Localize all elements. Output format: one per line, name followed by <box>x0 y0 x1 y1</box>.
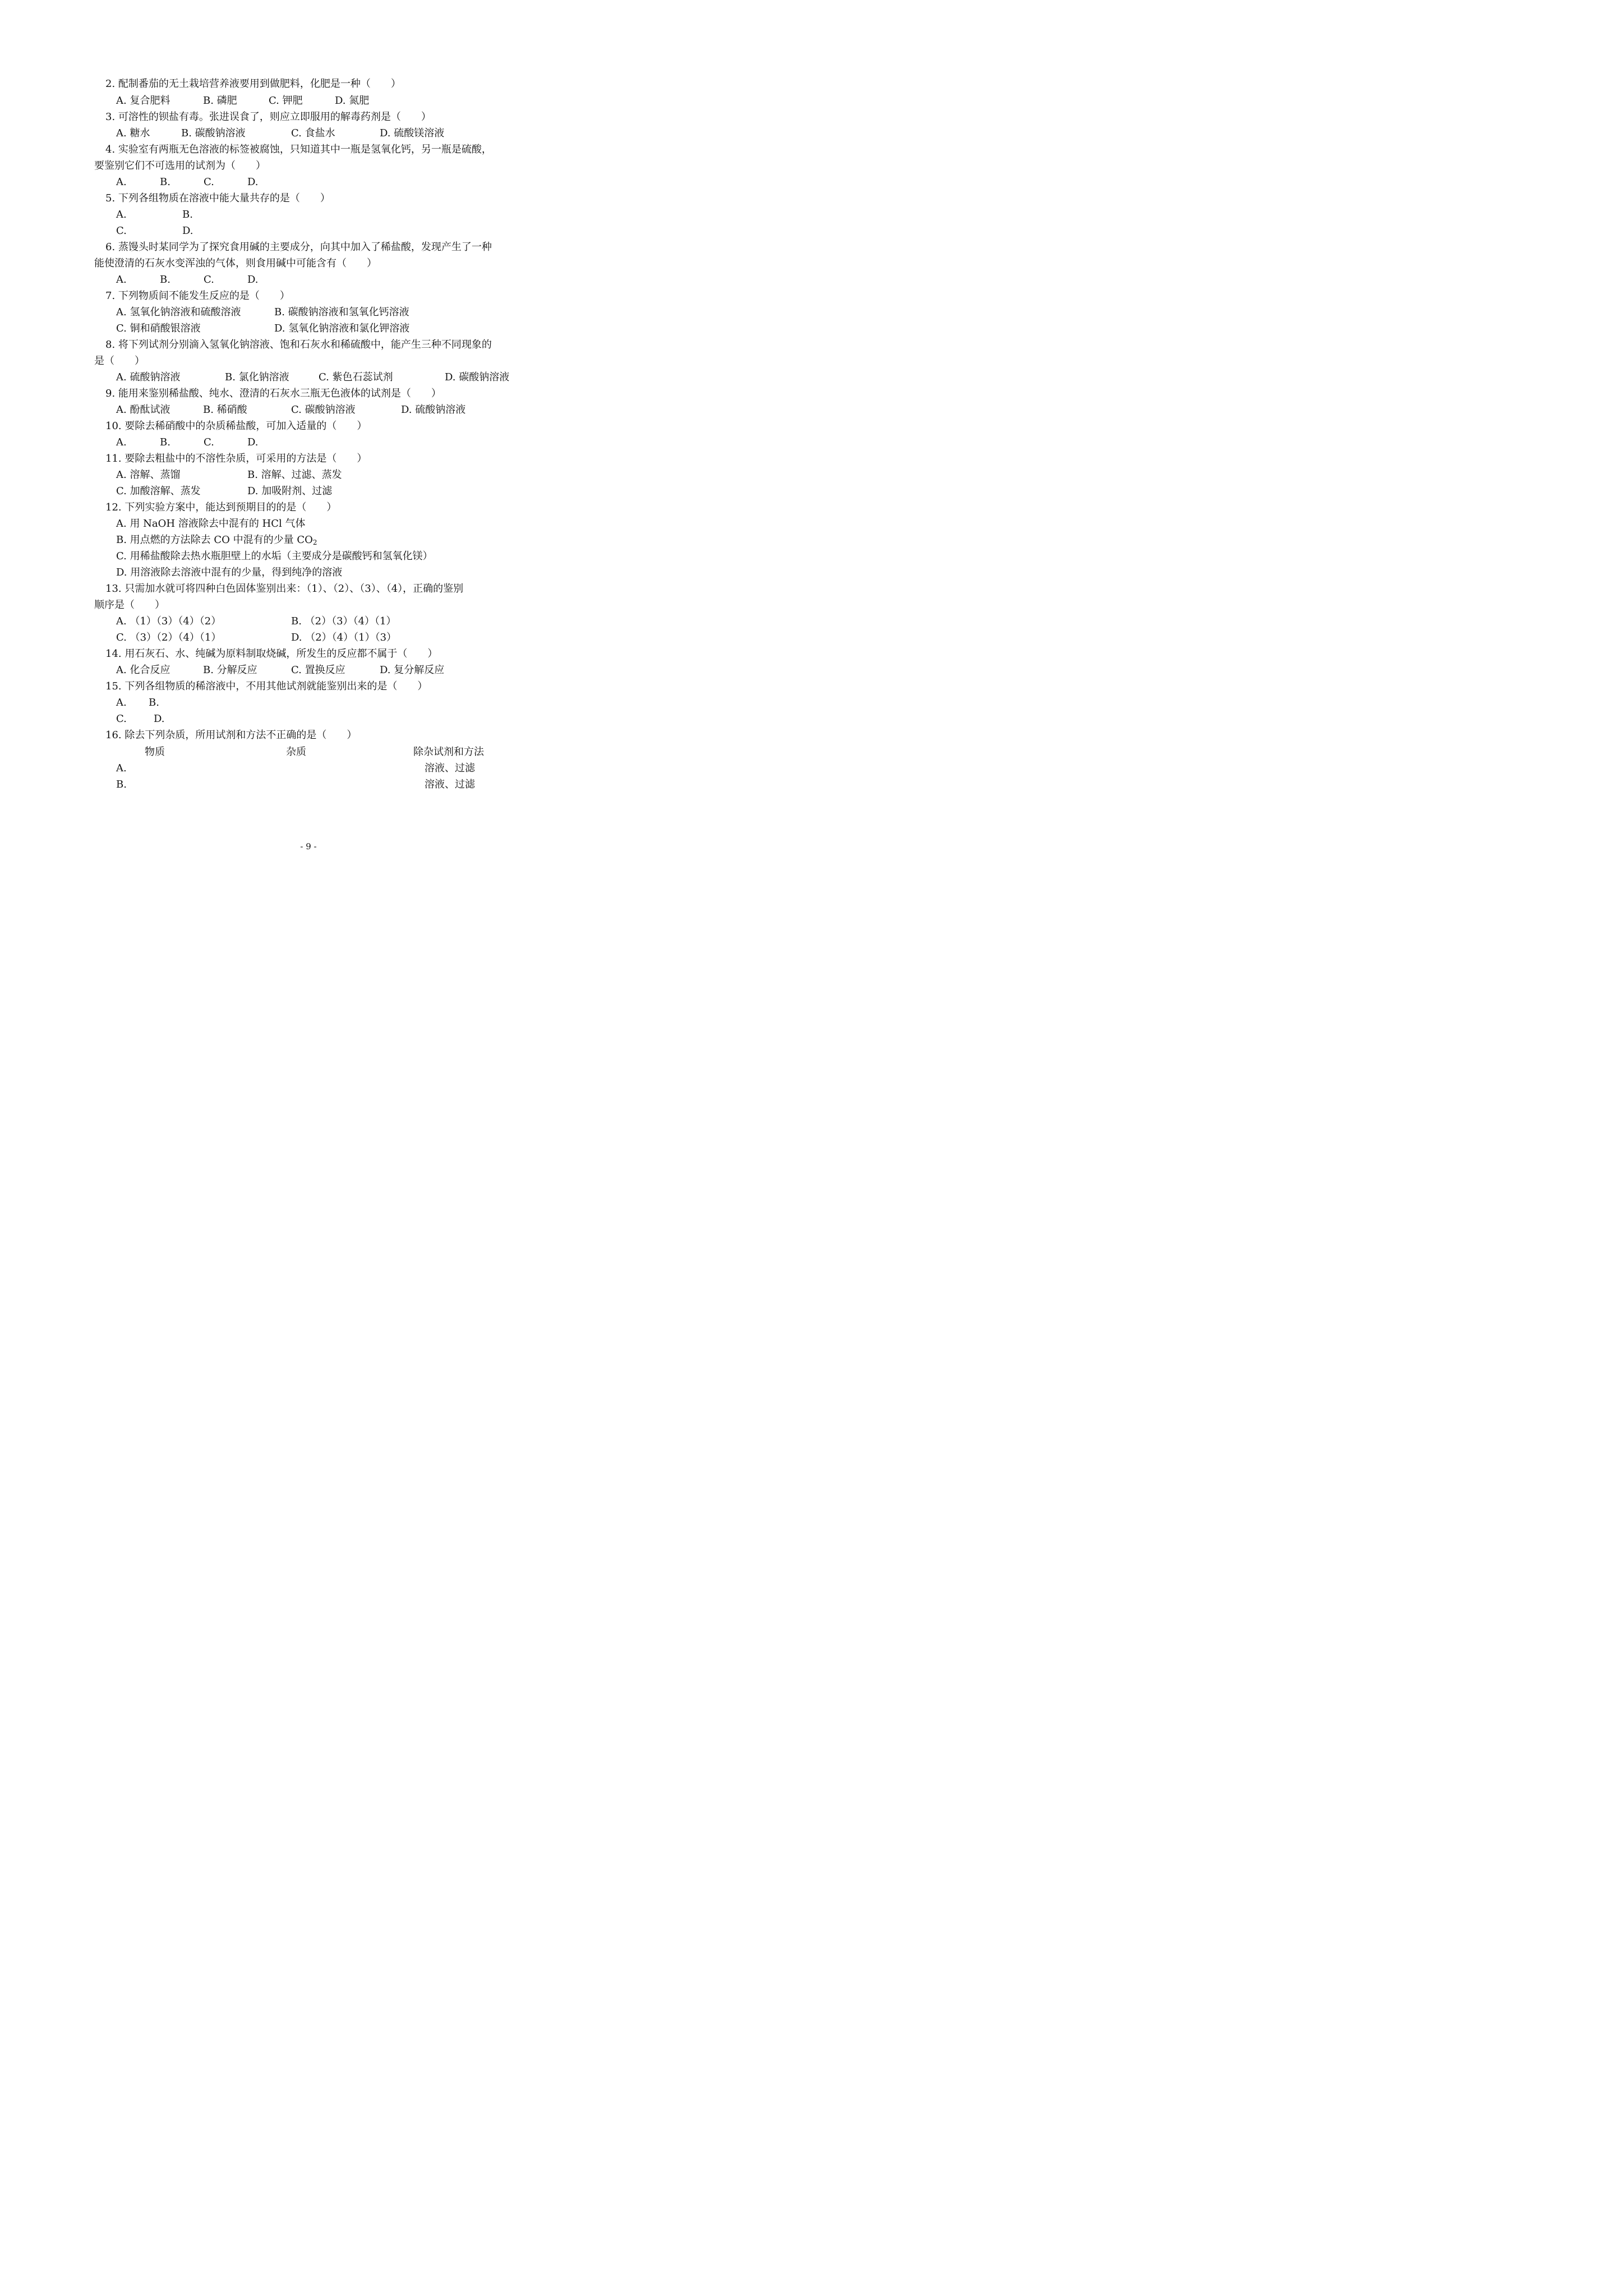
option-b: B. 稀硝酸 <box>203 404 247 416</box>
question-stem-line-2: 顺序是（ ） <box>94 599 165 611</box>
question-stem: 2. 配制番茄的无土栽培营养液要用到做肥料，化肥是一种（ ） <box>105 78 401 90</box>
option-c: C. 加酸溶解、蒸发 <box>116 485 201 497</box>
option-c: C. 紫色石蕊试剂 <box>319 371 393 383</box>
option-d: D. 复分解反应 <box>380 664 445 676</box>
question-stem: 9. 能用来鉴别稀盐酸、纯水、澄清的石灰水三瓶无色液体的试剂是（ ） <box>105 388 441 399</box>
option-b: B. 氯化钠溶液 <box>225 371 289 383</box>
question-stem-line-1: 13. 只需加水就可将四种白色固体鉴别出来：（1）、（2）、（3）、（4），正确的鉴别 <box>105 583 464 595</box>
option-d: D. <box>182 225 193 237</box>
option-a: A. 复合肥料 <box>116 95 170 107</box>
question-stem: 3. 可溶性的钡盐有毒。张进误食了，则应立即服用的解毒药剂是（ ） <box>105 111 431 123</box>
option-c: C. 钾肥 <box>269 95 303 107</box>
option-a: A. <box>116 209 127 220</box>
option-c: C. <box>116 713 127 725</box>
question-stem-line-2: 能使澄清的石灰水变浑浊的气体，则食用碱中可能含有（ ） <box>94 257 377 269</box>
option-b: B. （2）（3）（4）（1） <box>291 615 396 627</box>
question-stem: 10. 要除去稀硝酸中的杂质稀盐酸，可加入适量的（ ） <box>105 420 367 432</box>
option-d: D. <box>247 274 259 286</box>
option-a: A. 化合反应 <box>116 664 170 676</box>
row-method: 溶液、过滤 <box>425 779 475 790</box>
option-d: D. 氢氧化钠溶液和氯化钾溶液 <box>274 323 410 334</box>
option-d: D. （2）（4）（1）（3） <box>291 632 397 643</box>
option-a: A. <box>116 697 127 708</box>
question-stem: 7. 下列物质间不能发生反应的是（ ） <box>105 290 290 302</box>
question-stem-line-2: 是（ ） <box>94 355 145 367</box>
option-c: C. <box>204 176 214 188</box>
option-b: B. <box>160 176 170 188</box>
option-b: B. 溶解、过滤、蒸发 <box>247 469 342 481</box>
question-stem: 14. 用石灰石、水、纯碱为原料制取烧碱，所发生的反应都不属于（ ） <box>105 648 438 660</box>
option-a: A. <box>116 176 127 188</box>
option-b: B. <box>160 436 170 448</box>
option-b <box>116 533 317 549</box>
option-b: B. 碳酸钠溶液和氢氧化钙溶液 <box>274 306 409 318</box>
question-stem: 16. 除去下列杂质，所用试剂和方法不正确的是（ ） <box>105 729 357 741</box>
option-a: A. 硫酸钠溶液 <box>116 371 181 383</box>
question-stem: 12. 下列实验方案中，能达到预期目的的是（ ） <box>105 501 337 513</box>
option-b: B. <box>149 697 159 708</box>
option-d: D. <box>154 713 165 725</box>
option-d: D. 加吸附剂、过滤 <box>247 485 333 497</box>
option-b-text: B. 用点燃的方法除去 CO 中混有的少量 CO <box>116 534 313 546</box>
option-d: D. <box>247 436 259 448</box>
option-c: C. <box>204 274 214 286</box>
row-label: B. <box>116 779 127 790</box>
option-a: A. 糖水 <box>116 127 150 139</box>
option-c: C. 铜和硝酸银溶液 <box>116 323 201 334</box>
option-a: A. （1）（3）（4）（2） <box>116 615 222 627</box>
option-c: C. （3）（2）（4）（1） <box>116 632 222 643</box>
option-b: B. 分解反应 <box>203 664 257 676</box>
option-d: D. <box>247 176 259 188</box>
option-c: C. 食盐水 <box>291 127 335 139</box>
option-c: C. 置换反应 <box>291 664 345 676</box>
option-d: D. 碳酸钠溶液 <box>445 371 510 383</box>
row-label: A. <box>116 762 127 774</box>
option-c: C. <box>204 436 214 448</box>
row-method: 溶液、过滤 <box>425 762 475 774</box>
question-stem-line-1: 8. 将下列试剂分别滴入氢氧化钠溶液、饱和石灰水和稀硫酸中，能产生三种不同现象的 <box>105 339 492 351</box>
question-stem: 11. 要除去粗盐中的不溶性杂质，可采用的方法是（ ） <box>105 453 367 464</box>
option-b: B. <box>182 209 193 220</box>
page-number: - 9 - <box>300 841 317 852</box>
option-c: C. 用稀盐酸除去热水瓶胆壁上的水垢（主要成分是碳酸钙和氢氧化镁） <box>116 550 433 562</box>
header-impurity: 杂质 <box>286 746 306 758</box>
question-stem: 5. 下列各组物质在溶液中能大量共存的是（ ） <box>105 192 330 204</box>
question-stem: 15. 下列各组物质的稀溶液中，不用其他试剂就能鉴别出来的是（ ） <box>105 680 428 692</box>
option-c: C. <box>116 225 127 237</box>
option-c: C. 碳酸钠溶液 <box>291 404 356 416</box>
document-page <box>0 0 617 872</box>
header-method: 除杂试剂和方法 <box>413 746 484 758</box>
question-stem-line-2: 要鉴别它们不可选用的试剂为（ ） <box>94 160 266 172</box>
question-stem-line-1: 4. 实验室有两瓶无色溶液的标签被腐蚀，只知道其中一瓶是氢氧化钙，另一瓶是硫酸， <box>105 144 492 155</box>
option-a: A. 用 NaOH 溶液除去中混有的 HCl 气体 <box>116 518 306 530</box>
option-b-subscript: 2 <box>312 539 317 546</box>
option-a: A. <box>116 274 127 286</box>
question-stem-line-1: 6. 蒸馒头时某同学为了探究食用碱的主要成分，向其中加入了稀盐酸，发现产生了一种 <box>105 241 492 253</box>
option-a: A. <box>116 436 127 448</box>
option-d: D. 氮肥 <box>335 95 370 107</box>
option-b: B. 碳酸钠溶液 <box>181 127 246 139</box>
option-d: D. 硫酸钠溶液 <box>401 404 466 416</box>
option-a: A. 氢氧化钠溶液和硫酸溶液 <box>116 306 241 318</box>
option-a: A. 溶解、蒸馏 <box>116 469 181 481</box>
option-a: A. 酚酞试液 <box>116 404 170 416</box>
option-d: D. 硫酸镁溶液 <box>380 127 445 139</box>
option-b: B. <box>160 274 170 286</box>
option-d: D. 用溶液除去溶液中混有的少量，得到纯净的溶液 <box>116 567 343 578</box>
option-b: B. 磷肥 <box>203 95 237 107</box>
header-substance: 物质 <box>145 746 165 758</box>
